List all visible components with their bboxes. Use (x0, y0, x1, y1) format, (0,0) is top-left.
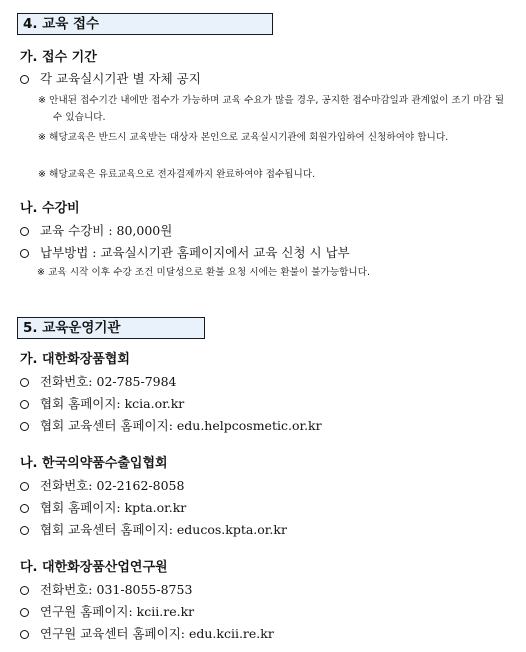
section-4-na-heading: 나. 수강비 (20, 201, 80, 216)
section-4-ga-heading: 가. 접수 기간 (20, 50, 97, 65)
section-4-ga-note-3: ※ 해당교육은 유료교육으로 전자결제까지 완료하여야 접수됩니다. (38, 169, 316, 180)
circle-bullet-icon (20, 422, 29, 431)
circle-bullet-icon (20, 586, 29, 595)
circle-bullet-icon (20, 378, 29, 387)
org-1-heading: 가. 대한화장품협회 (20, 352, 130, 367)
circle-bullet-icon (20, 75, 29, 84)
org-2-edu-homepage: 협회 교육센터 홈페이지: educos.kpta.or.kr (20, 522, 287, 538)
circle-bullet-icon (20, 526, 29, 535)
section-4-na-bullet-2: 납부방법 : 교육실시기관 홈페이지에서 교육 신청 시 납부 (20, 245, 350, 261)
section-4-na-bullet-1: 교육 수강비 : 80,000원 (20, 223, 172, 239)
org-1-homepage: 협회 홈페이지: kcia.or.kr (20, 396, 184, 412)
org-1-phone: 전화번호: 02-785-7984 (20, 374, 177, 390)
org-3-phone: 전화번호: 031-8055-8753 (20, 582, 192, 598)
circle-bullet-icon (20, 504, 29, 513)
org-3-heading: 다. 대한화장품산업연구원 (20, 560, 168, 575)
org-1-edu-homepage: 협회 교육센터 홈페이지: edu.helpcosmetic.or.kr (20, 418, 322, 434)
org-3-edu-homepage: 연구원 교육센터 홈페이지: edu.kcii.re.kr (20, 626, 274, 642)
section-5-title: 5. 교육운영기관 (17, 317, 205, 339)
section-4-title: 4. 교육 접수 (17, 13, 273, 35)
circle-bullet-icon (20, 608, 29, 617)
section-4-na-note: ※ 교육 시작 이후 수강 조건 미달성으로 환불 요청 시에는 환불이 불가능합니다. (37, 267, 371, 278)
circle-bullet-icon (20, 249, 29, 258)
circle-bullet-icon (20, 630, 29, 639)
section-4-ga-note-2: ※ 해당교육은 반드시 교육받는 대상자 본인으로 교육실시기관에 회원가입하여 신청하여야 합니다. (38, 132, 449, 143)
circle-bullet-icon (20, 482, 29, 491)
section-4-ga-bullet: 각 교육실시기관 별 자체 공지 (20, 71, 201, 87)
org-2-phone: 전화번호: 02-2162-8058 (20, 478, 184, 494)
org-2-heading: 나. 한국의약품수출입협회 (20, 456, 168, 471)
circle-bullet-icon (20, 400, 29, 409)
circle-bullet-icon (20, 227, 29, 236)
org-3-homepage: 연구원 홈페이지: kcii.re.kr (20, 604, 194, 620)
org-2-homepage: 협회 홈페이지: kpta.or.kr (20, 500, 186, 516)
section-4-ga-note-1: ※ 안내된 접수기간 내에만 접수가 가능하며 교육 수요가 많을 경우, 공지한 접수마감일과 관계없이 조기 마감 될 수 있습니다. (38, 95, 505, 123)
